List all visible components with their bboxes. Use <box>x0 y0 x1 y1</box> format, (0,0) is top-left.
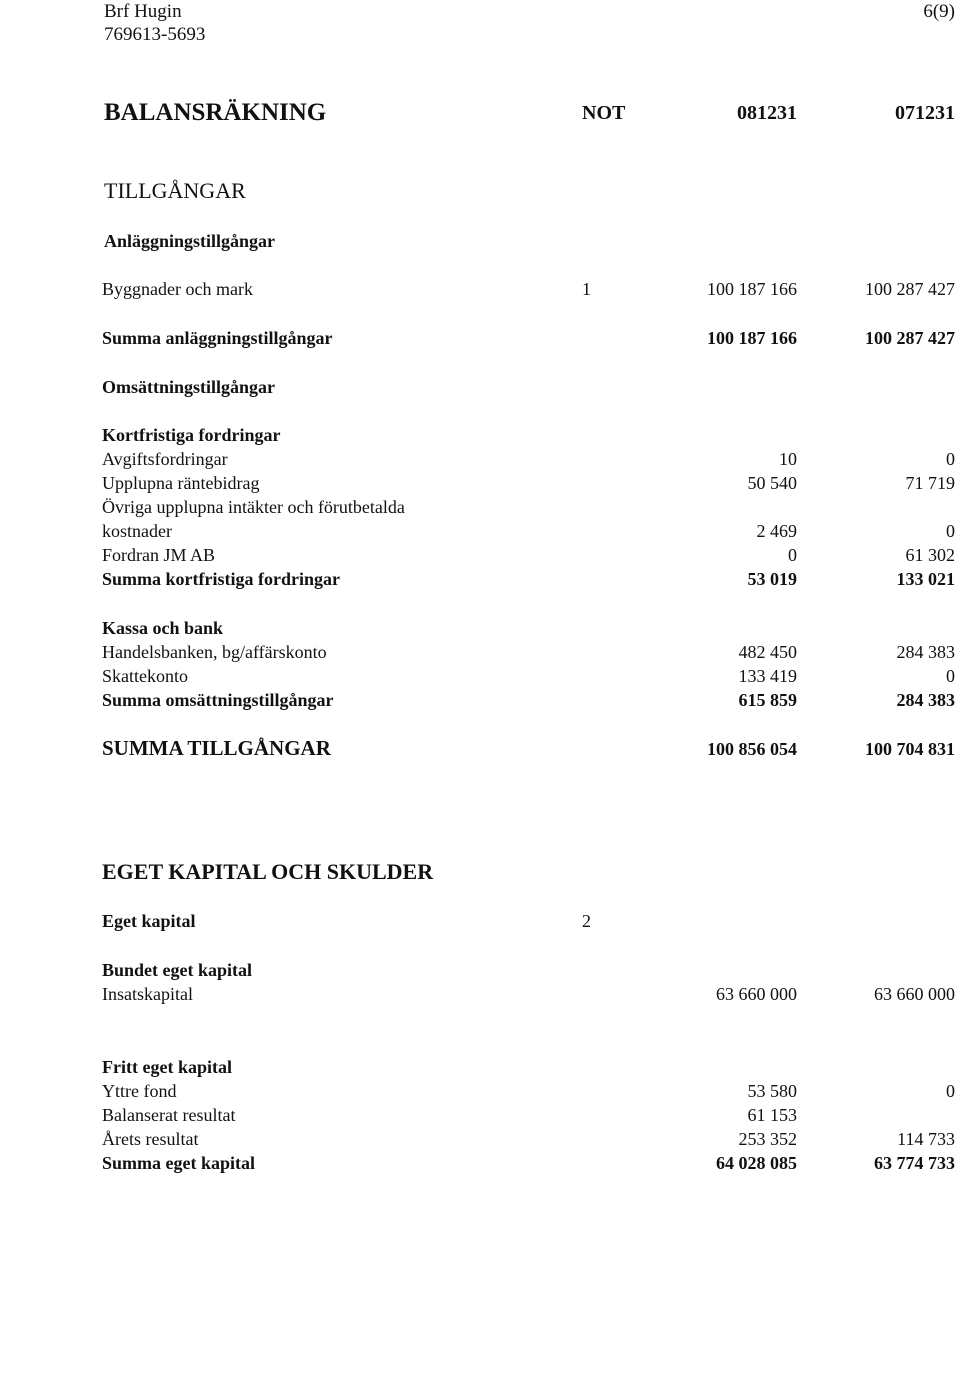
cash-value-year1: 133 419 <box>738 666 797 686</box>
page-title: BALANSRÄKNING <box>104 99 327 126</box>
free-equity-year1: 61 153 <box>747 1105 797 1125</box>
total-assets-year2: 100 704 831 <box>865 739 955 759</box>
cash-value-year2: 284 383 <box>896 642 955 662</box>
free-equity-label: Årets resultat <box>102 1129 199 1149</box>
column-year1-header: 081231 <box>737 102 797 124</box>
total-assets-label: SUMMA TILLGÅNGAR <box>102 736 331 760</box>
cash-label: Skattekonto <box>102 666 188 686</box>
fixed-asset-label: Byggnader och mark <box>102 279 253 299</box>
receivables-sum-label: Summa kortfristiga fordringar <box>102 569 340 589</box>
cash-value-year2: 0 <box>946 666 955 686</box>
receivables-sum-year2: 133 021 <box>896 569 955 589</box>
free-equity-year2: 114 733 <box>897 1129 955 1149</box>
free-equity-year2: 0 <box>946 1081 955 1101</box>
receivable-label-continued: kostnader <box>102 521 172 541</box>
equity-note: 2 <box>582 911 591 931</box>
current-assets-heading: Omsättningstillgångar <box>102 377 276 397</box>
receivables-heading: Kortfristiga fordringar <box>102 425 281 445</box>
fixed-asset-note: 1 <box>582 279 591 299</box>
fixed-asset-value-year1: 100 187 166 <box>707 279 797 299</box>
fixed-assets-sum-label: Summa anläggningstillgångar <box>102 328 333 348</box>
equity-sum-year1: 64 028 085 <box>716 1153 797 1173</box>
free-equity-label: Balanserat resultat <box>102 1105 236 1125</box>
receivable-label: Upplupna räntebidrag <box>102 473 260 493</box>
equity-sum-label: Summa eget kapital <box>102 1153 255 1173</box>
receivable-label: Avgiftsfordringar <box>102 449 228 469</box>
current-assets-sum-year1: 615 859 <box>738 690 797 710</box>
cash-value-year1: 482 450 <box>738 642 797 662</box>
cash-heading: Kassa och bank <box>102 618 224 638</box>
receivable-value-year1: 2 469 <box>756 521 797 541</box>
receivable-label: Övriga upplupna intäkter och förutbetalda <box>102 497 405 517</box>
restricted-equity-year1: 63 660 000 <box>716 984 797 1004</box>
free-equity-year1: 53 580 <box>747 1081 797 1101</box>
restricted-equity-heading: Bundet eget kapital <box>102 960 253 980</box>
fixed-assets-sum-year1: 100 187 166 <box>707 328 797 348</box>
fixed-assets-heading: Anläggningstillgångar <box>104 231 276 251</box>
free-equity-label: Yttre fond <box>102 1081 177 1101</box>
receivable-value-year2: 61 302 <box>905 545 955 565</box>
current-assets-sum-label: Summa omsättningstillgångar <box>102 690 334 710</box>
receivable-value-year1: 10 <box>779 449 797 469</box>
receivable-value-year1: 0 <box>788 545 797 565</box>
org-name: Brf Hugin <box>104 1 182 22</box>
fixed-assets-sum-year2: 100 287 427 <box>865 328 955 348</box>
page-number: 6(9) <box>923 1 955 22</box>
restricted-equity-label: Insatskapital <box>102 984 193 1004</box>
equity-liabilities-heading: EGET KAPITAL OCH SKULDER <box>102 859 434 884</box>
receivable-value-year2: 0 <box>946 521 955 541</box>
receivables-sum-year1: 53 019 <box>747 569 797 589</box>
free-equity-heading: Fritt eget kapital <box>102 1057 232 1077</box>
equity-sum-year2: 63 774 733 <box>874 1153 955 1173</box>
assets-heading: TILLGÅNGAR <box>104 178 246 203</box>
receivable-value-year1: 50 540 <box>747 473 797 493</box>
column-year2-header: 071231 <box>895 102 955 124</box>
receivable-value-year2: 0 <box>946 449 955 469</box>
cash-label: Handelsbanken, bg/affärskonto <box>102 642 327 662</box>
equity-heading: Eget kapital <box>102 911 196 931</box>
current-assets-sum-year2: 284 383 <box>896 690 955 710</box>
receivable-value-year2: 71 719 <box>905 473 955 493</box>
org-number: 769613-5693 <box>104 24 206 45</box>
receivable-label: Fordran JM AB <box>102 545 216 565</box>
free-equity-year1: 253 352 <box>738 1129 797 1149</box>
fixed-asset-value-year2: 100 287 427 <box>865 279 955 299</box>
column-note-header: NOT <box>582 102 626 124</box>
total-assets-year1: 100 856 054 <box>707 739 797 759</box>
restricted-equity-year2: 63 660 000 <box>874 984 955 1004</box>
